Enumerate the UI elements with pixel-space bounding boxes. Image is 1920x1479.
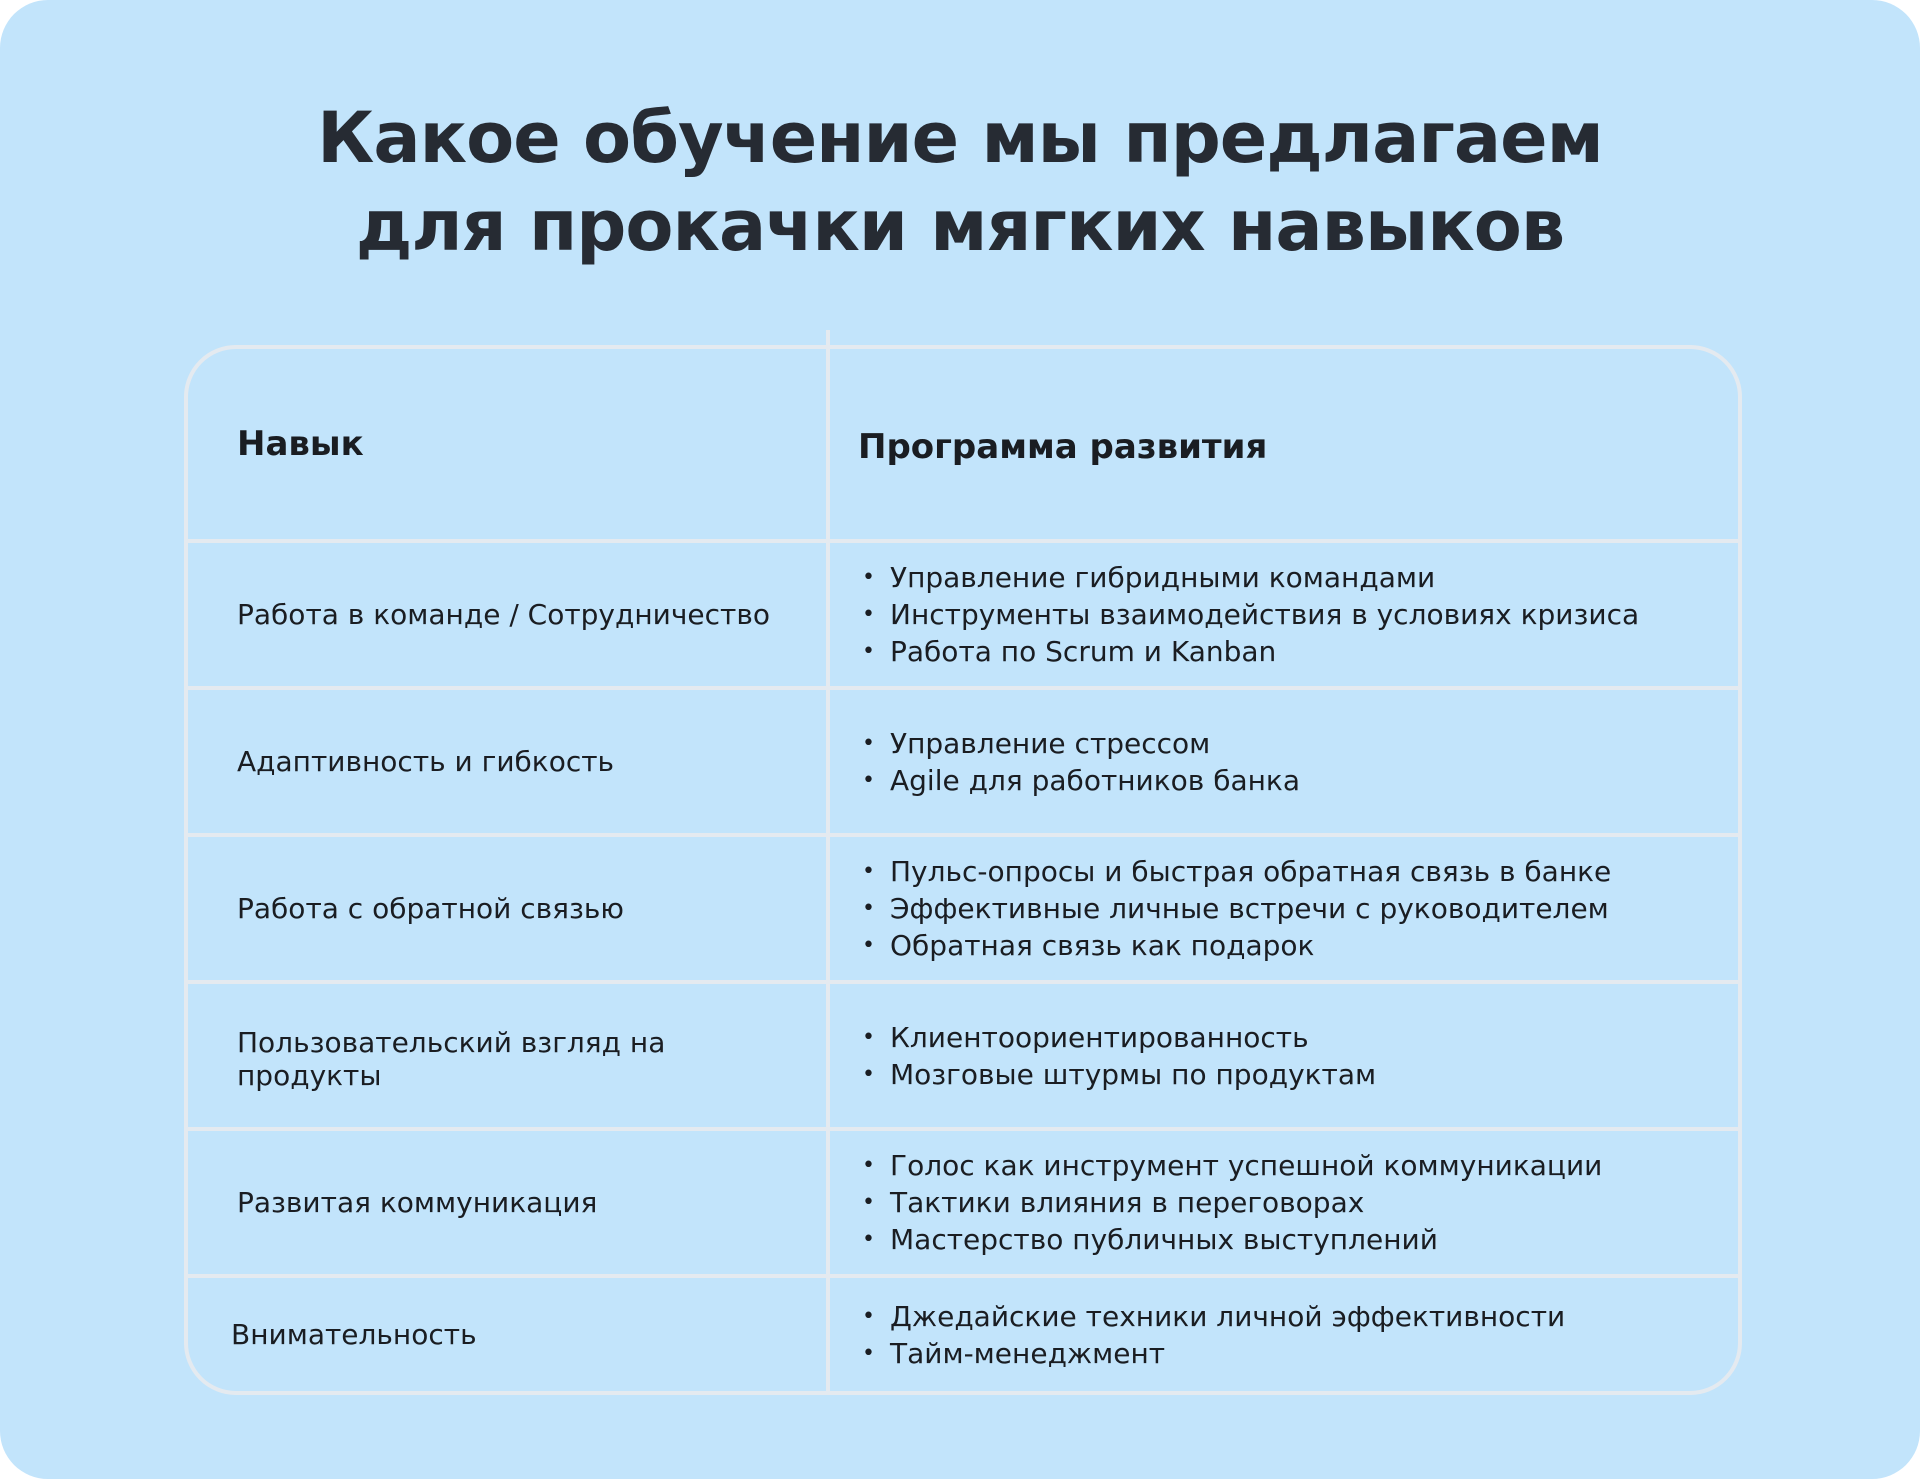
program-item: • Мастерство публичных выступлений	[858, 1221, 1718, 1258]
header-skill	[237, 349, 817, 539]
program-item: • Инструменты взаимодействия в условиях кризиса	[858, 596, 1718, 633]
program-item: • Мозговые штурмы по продуктам	[858, 1056, 1718, 1093]
header-program	[858, 349, 1718, 545]
table-row-skill	[237, 837, 817, 980]
table-row-programs	[858, 543, 1718, 686]
skill-label: Работа с обратной связью	[237, 892, 624, 925]
program-item: • Управление стрессом	[858, 725, 1718, 762]
skill-label: Адаптивность и гибкость	[237, 745, 615, 778]
program-item: • Эффективные личные встречи с руководителем	[858, 890, 1718, 927]
program-item: • Работа по Scrum и Kanban	[858, 633, 1718, 670]
table-row-skill	[237, 1131, 817, 1274]
table-row-skill	[237, 984, 817, 1134]
table-row-programs	[858, 984, 1718, 1127]
skill-label: Пользовательский взгляд на продукты	[237, 1026, 666, 1092]
header-skill-label: Навык	[237, 424, 364, 464]
program-item: • Agile для работников банка	[858, 762, 1718, 799]
program-list	[858, 725, 1718, 799]
program-item: • Управление гибридными командами	[858, 559, 1718, 596]
program-list	[858, 1147, 1718, 1258]
page-title	[0, 94, 1920, 270]
program-item: • Тайм-менеджмент	[858, 1335, 1718, 1372]
table-row-programs	[858, 690, 1718, 833]
column-divider	[826, 330, 830, 1395]
program-item: • Тактики влияния в переговорах	[858, 1184, 1718, 1221]
program-item: • Клиентоориентированность	[858, 1019, 1718, 1056]
skill-label: Внимательность	[231, 1318, 477, 1351]
program-item: • Обратная связь как подарок	[858, 927, 1718, 964]
table-row-skill	[237, 690, 817, 833]
title-line-1: Какое обучение мы предлагаем	[317, 97, 1603, 179]
program-item: • Джедайские техники личной эффективности	[858, 1298, 1718, 1335]
program-list	[858, 853, 1718, 964]
table-row-programs	[858, 837, 1718, 980]
table-row-skill	[231, 1278, 811, 1391]
table-row-skill	[237, 543, 817, 686]
program-list	[858, 1019, 1718, 1093]
table-row-programs	[858, 1131, 1718, 1274]
program-item: • Пульс-опросы и быстрая обратная связь в банке	[858, 853, 1718, 890]
program-list	[858, 1298, 1718, 1372]
program-item: • Голос как инструмент успешной коммуникации	[858, 1147, 1718, 1184]
skill-label: Работа в команде / Сотрудничество	[237, 598, 770, 631]
program-list	[858, 559, 1718, 670]
title-line-2: для прокачки мягких навыков	[355, 185, 1565, 267]
skill-label: Развитая коммуникация	[237, 1186, 598, 1219]
header-program-label: Программа развития	[858, 427, 1268, 467]
table-row-programs	[858, 1278, 1718, 1391]
